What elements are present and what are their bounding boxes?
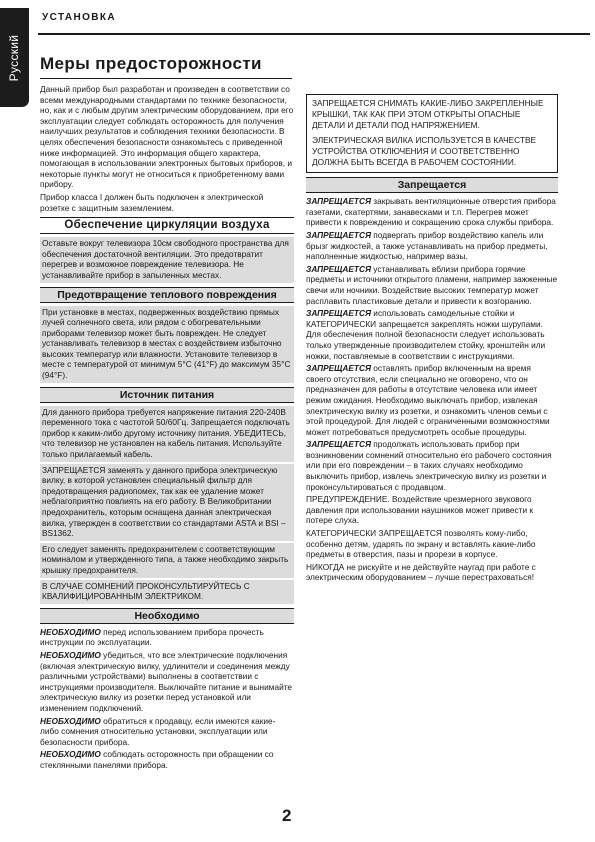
title-rule (40, 78, 292, 79)
header-rule (38, 33, 590, 35)
forbidden-keyword: ЗАПРЕЩАЕТСЯ (306, 263, 371, 274)
forbidden-text: оставлять прибор включенным на время своего отсутствия, если специально не оговорено, что он предназначен для работы в отсутствие человека или имеет режим ожидания. Необходимо выключать прибор, извлекая электрическую вилку из розетки, и ознакомить членов семьи с этой процедурой. Для людей с ограниченными возможностями может потребоваться предусмотреть особые процедуры. (306, 363, 550, 437)
forbidden-keyword: ЗАПРЕЩАЕТСЯ (306, 363, 371, 374)
heat-heading: Предотвращение теплового повреждения (40, 287, 294, 303)
forbidden-item (306, 230, 558, 262)
necessary-keyword: НЕОБХОДИМО (40, 749, 101, 760)
intro-paragraph: Данный прибор был разработан и произведен в соответствии со всеми международными стандартами по технике безопасности, но, как и с любым другим электрическим оборудованием, при его эксплуатации следует соблюдать осторожность для получения наилучших результатов и соблюдения техники безопасности. В целях обеспечения безопасности ознакомьтесь с приведенной ниже информацией. Это информация общего характера, помогающая в использовании электронных бытовых приборов, и некоторые пункты могут не относиться к приобретенному вами прибору. (40, 84, 294, 190)
section-header: УСТАНОВКА (42, 12, 117, 23)
forbidden-text: закрывать вентиляционные отверстия прибора газетами, скатертями, занавесками и т.п. Перегрев может привести к повреждению и сокращению срока службы прибора. (306, 196, 556, 228)
ventilation-heading: Обеспечение циркуляции воздуха (40, 217, 294, 234)
necessary-item (40, 716, 294, 748)
warning-paragraph: НИКОГДА не рискуйте и не действуйте наугад при работе с электрическим оборудованием – лучше перестраховаться! (306, 561, 536, 583)
left-column (40, 84, 294, 772)
forbidden-text: устанавливать вблизи прибора горячие предметы и источники открытого пламени, например зажженные свечи или ночники. Воздействие высоких температур может расплавить пластиковые детали и привести к возгоранию. (306, 263, 558, 306)
necessary-keyword: НЕОБХОДИМО (40, 715, 101, 726)
necessary-text: убедиться, что все электрические подключения (включая электрическую вилку, удлинители и соединения между различными устройствами) выполнены в соответствии с инструкциями производителя. Выключайте питание и вынимайте электрическую вилку из розетки перед установкой или изменением подключений. (40, 649, 293, 713)
right-column (306, 94, 558, 585)
forbidden-keyword: ЗАПРЕЩАЕТСЯ (306, 308, 371, 319)
language-label: Русский (7, 34, 21, 82)
forbidden-heading: Запрещается (306, 177, 558, 193)
page-title: Меры предосторожности (40, 54, 262, 73)
forbidden-keyword: ЗАПРЕЩАЕТСЯ (306, 230, 371, 240)
power-paragraph: Для данного прибора требуется напряжение питания 220-240В переменного тока с частотой 50/60Гц. Запрещается подключать прибор к каким-либо другому источнику питания. УБЕДИТЕСЬ, что телевизор не установлен на кабель питания. Используйте только прилагаемый кабель. (40, 406, 294, 462)
warning-paragraph: ПРЕДУПРЕЖДЕНИЕ. Воздействие чрезмерного звукового давления при использовании наушников может привести к потере слуха. (306, 494, 534, 526)
forbidden-item (306, 196, 558, 228)
forbidden-text: использовать самодельные стойки и КАТЕГОРИЧЕСКИ запрещается закреплять ножки шурупами. Для обеспечения полной безопасности следует использовать только утвержденные производителем стойку, кронштейн или ножки, поставляемые в соответствии с инструкциями. (306, 308, 546, 361)
language-tab (0, 8, 29, 107)
power-paragraph: Его следует заменять предохранителем с соответствующим номиналом и утвержденного типа, а также необходимо закрыть крышку предохранителя. (40, 543, 294, 578)
warning-box (306, 94, 558, 173)
necessary-item (40, 749, 294, 770)
intro-paragraph: Прибор класса I должен быть подключен к электрической розетке с защитным заземлением. (40, 191, 264, 213)
necessary-keyword: НЕОБХОДИМО (40, 626, 101, 637)
forbidden-item (306, 363, 558, 437)
forbidden-item (306, 439, 558, 492)
warning-text: ЭЛЕКТРИЧЕСКАЯ ВИЛКА ИСПОЛЬЗУЕТСЯ В КАЧЕСТВЕ УСТРОЙСТВА ОТКЛЮЧЕНИЯ И СООТВЕТСТВЕННО ДОЛЖНА БЫТЬ ВСЕГДА В РАБОЧЕМ СОСТОЯНИИ. (312, 134, 537, 168)
necessary-text: обратиться к продавцу, если имеются какие-либо сомнения относительно установки, эксплуатации или безопасности прибора. (40, 715, 276, 747)
necessary-heading: Необходимо (40, 608, 294, 624)
ventilation-text: Оставьте вокруг телевизора 10см свободного пространства для обеспечения достаточной вентиляции. Это предотвратит перегрев и возможное повреждение телевизора. Не устанавливайте прибор в запыленных местах. (40, 237, 294, 282)
necessary-item (40, 627, 294, 648)
forbidden-keyword: ЗАПРЕЩАЕТСЯ (306, 196, 371, 207)
necessary-text: перед использованием прибора прочесть инструкции по эксплуатации. (40, 626, 264, 648)
necessary-keyword: НЕОБХОДИМО (40, 649, 101, 660)
warning-text: ЗАПРЕЩАЕТСЯ СНИМАТЬ КАКИЕ-ЛИБО ЗАКРЕПЛЕННЫЕ КРЫШКИ, ТАК КАК ПРИ ЭТОМ ОТКРЫТЫ ОПАСНЫЕ ДЕТАЛИ И ДЕТАЛИ ПОД НАПРЯЖЕНИЕМ. (312, 98, 544, 131)
warning-paragraph: КАТЕГОРИЧЕСКИ ЗАПРЕЩАЕТСЯ позволять кому-либо, особенно детям, ударять по экрану и вставлять какие-либо предметы в отверстия, пазы и прорези в корпусе. (306, 528, 536, 560)
forbidden-item (306, 264, 558, 306)
necessary-text: соблюдать осторожность при обращении со стеклянными панелями прибора. (40, 749, 274, 770)
power-heading: Источник питания (40, 387, 294, 403)
forbidden-text: продолжать использовать прибор при возникновении сомнений относительно его рабочего состояния или при его повреждении – в таких случаях необходимо выключить прибор, извлечь электрическую вилку из розетки и проконсультироваться с продавцом. (306, 439, 552, 492)
forbidden-item (306, 308, 558, 361)
forbidden-text: подвергать прибор воздействию капель или брызг жидкостей, а также устанавливать на прибор предметы, наполненные жидкостью, например вазы. (306, 230, 548, 262)
necessary-item (40, 650, 294, 714)
power-paragraph: ЗАПРЕЩАЕТСЯ заменять у данного прибора электрическую вилку, в которой установлен специальный фильтр для предотвращения радиопомех, так как ее удаление может неблагоприятно повлиять на его работу. В Великобритании предохранитель, которым оснащена данная электрическая вилка, утвержден в соответствии со стандартами ASTA и BSI – BS1362. (40, 464, 294, 541)
forbidden-keyword: ЗАПРЕЩАЕТСЯ (306, 439, 371, 450)
heat-text: При установке в местах, подверженных воздействию прямых лучей солнечного света, или рядом с обогревательными приборами телевизор может быть поврежден. Не следует устанавливать телевизор в местах с воздействием избыточно высоких температур или влажности. Установите телевизор в месте с температурой от минимум 5°C (41°F) до максимум 35°C (94°F). (40, 306, 294, 383)
page-number: 2 (282, 806, 292, 825)
power-paragraph: В СЛУЧАЕ СОМНЕНИЙ ПРОКОНСУЛЬТИРУЙТЕСЬ С КВАЛИФИЦИРОВАННЫМ ЭЛЕКТРИКОМ. (40, 580, 294, 604)
